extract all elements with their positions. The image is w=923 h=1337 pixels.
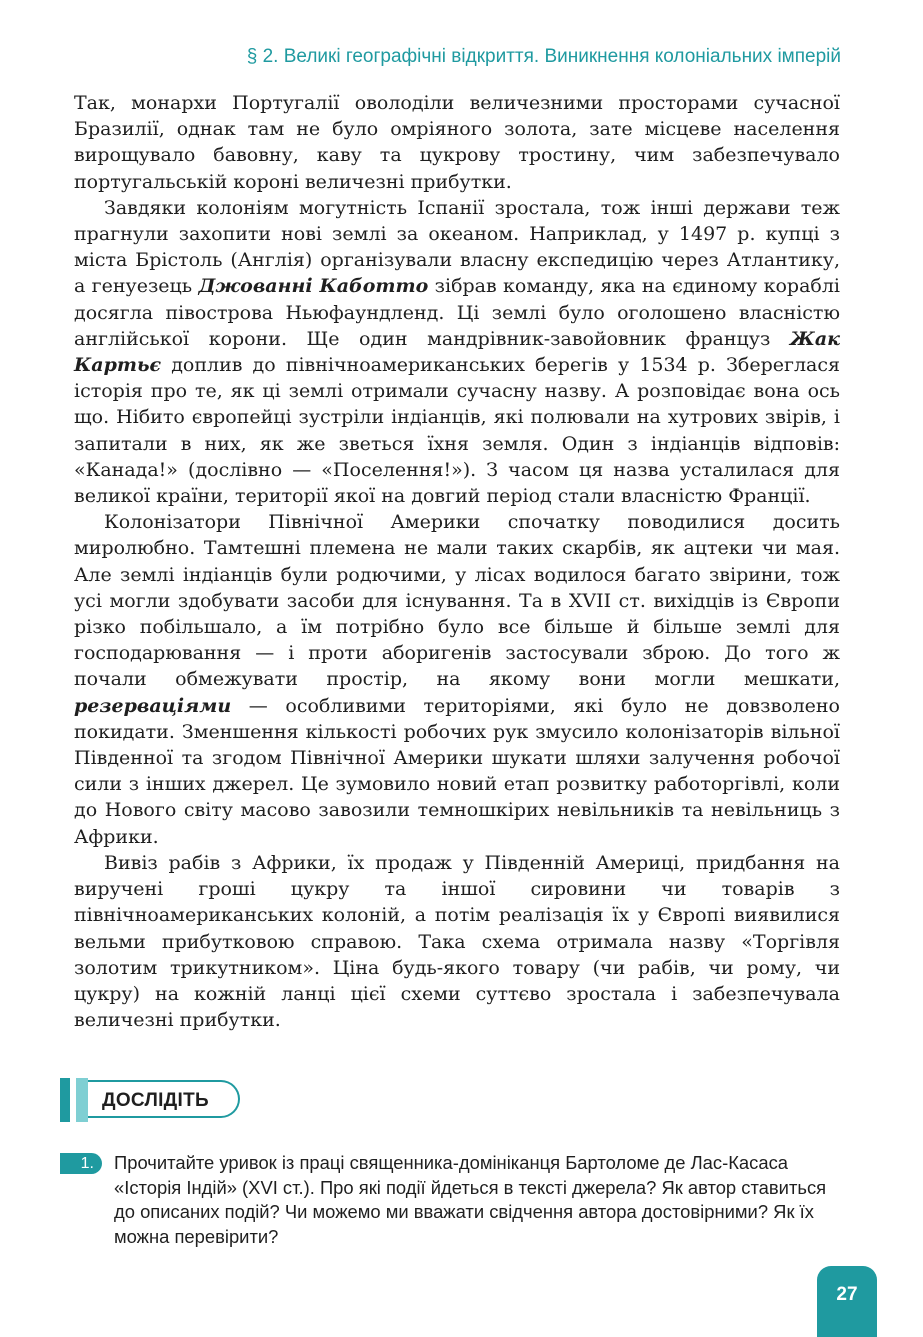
term-cartier: Жак Картьє xyxy=(74,327,840,377)
paragraph-2-part-b: зібрав команду, яка на єдиному кораблі досягла півострова Ньюфаундленд. Ці землі було оголошено власністю англійської корони. Ще один мандрівник-завойовник француз xyxy=(74,275,840,350)
paragraph-2 xyxy=(74,195,840,509)
paragraph-3-part-a: Колонізатори Північної Америки спочатку поводилися досить миролюбно. Тамтешні племена не мали таких скарбів, як ацтеки чи мая. Але землі індіанців були родючими, у лісах водилося багато звірини, тож усі могли здобувати засоби для існування. Та в XVII ст. вихідців із Європи різко побільшало, а їм потрібно було все більше й більше землі для господарювання — і проти аборигенів застосували зброю. До того ж почали обмежувати простір, на якому вони могли мешкати, xyxy=(74,511,840,691)
page-number-tab: 27 xyxy=(817,1266,877,1337)
page-header-title: § 2. Великі географічні відкриття. Виникнення колоніальних імперій xyxy=(246,46,841,67)
paragraph-1: Так, монархи Португалії оволоділи величезними просторами сучасної Бразилії, однак там не було омріяного золота, зате місцеве населення вирощувало бавовну, каву та цукрову тростину, чим забезпечувало португальській короні величезні прибутки. xyxy=(74,92,840,193)
paragraph-4: Вивіз рабів з Африки, їх продаж у Південній Америці, придбання на виручені гроші цукру та іншої сировини чи товарів з північноамериканських колоній, а потім реалізація їх у Європі виявилися вельми прибутковою справою. Така схема отримала назву «Торгівля золотим трикутником». Ціна будь-якого товару (чи рабів, чи рому, чи цукру) на кожній ланці цієї схеми суттєво зростала і забезпечувала величезні прибутки. xyxy=(74,851,840,1032)
task-text: Прочитайте уривок із праці священника-домініканця Бартоломе де Лас-Касаса «Історія Індій» (XVI ст.). Про які події йдеться в тексті джерела? Як автор ставиться до описаних подій? Чи можемо ми вважати свідчення автора достовірними? Як їх можна перевірити? xyxy=(114,1152,827,1247)
explore-label-box xyxy=(88,1080,240,1118)
paragraph-3 xyxy=(74,509,840,850)
explore-bar-light xyxy=(76,1078,88,1122)
explore-section-heading xyxy=(60,1078,246,1122)
paragraph-2-part-a: Завдяки колоніям могутність Іспанії зростала, тож інші держави теж прагнули захопити нові землі за океаном. Наприклад, у 1497 р. купці з міста Брістоль (Англія) організували власну експедицію через Атлантику, а генуезець xyxy=(74,196,840,298)
explore-bar-dark xyxy=(60,1078,70,1122)
paragraph-2-part-c: доплив до північноамериканських берегів у 1534 р. Збереглася історія про те, як ці землі отримали сучасну назву. А розповідає вона ось що. Нібито європейці зустріли індіанців, які полювали на хутрових звірів, і запитали в них, як же зветься їхня земля. Один з індіанців відповів: «Канада!» (дослівно — «Поселення!»). З часом ця назва усталилася для великої країни, території якої на довгий період стали власністю Франції. xyxy=(74,354,840,508)
main-text xyxy=(74,90,840,1033)
explore-label: ДОСЛІДІТЬ xyxy=(102,1090,209,1111)
task-number-badge: 1. xyxy=(60,1153,102,1174)
term-reservations: резерваціями xyxy=(74,694,232,717)
paragraph-3-part-b: — особливими територіями, які було не довзволено покидати. Зменшення кількості робочих рук змусило колонізаторів вільної Південної та згодом Північної Америки шукати шляхи залучення робочої сили з інших джерел. Це зумовило новий етап розвитку работоргівлі, коли до Нового світу масово завозили темношкірих невільників та невільниць з Африки. xyxy=(74,694,840,848)
term-caboto: Джованні Каботто xyxy=(198,275,429,298)
